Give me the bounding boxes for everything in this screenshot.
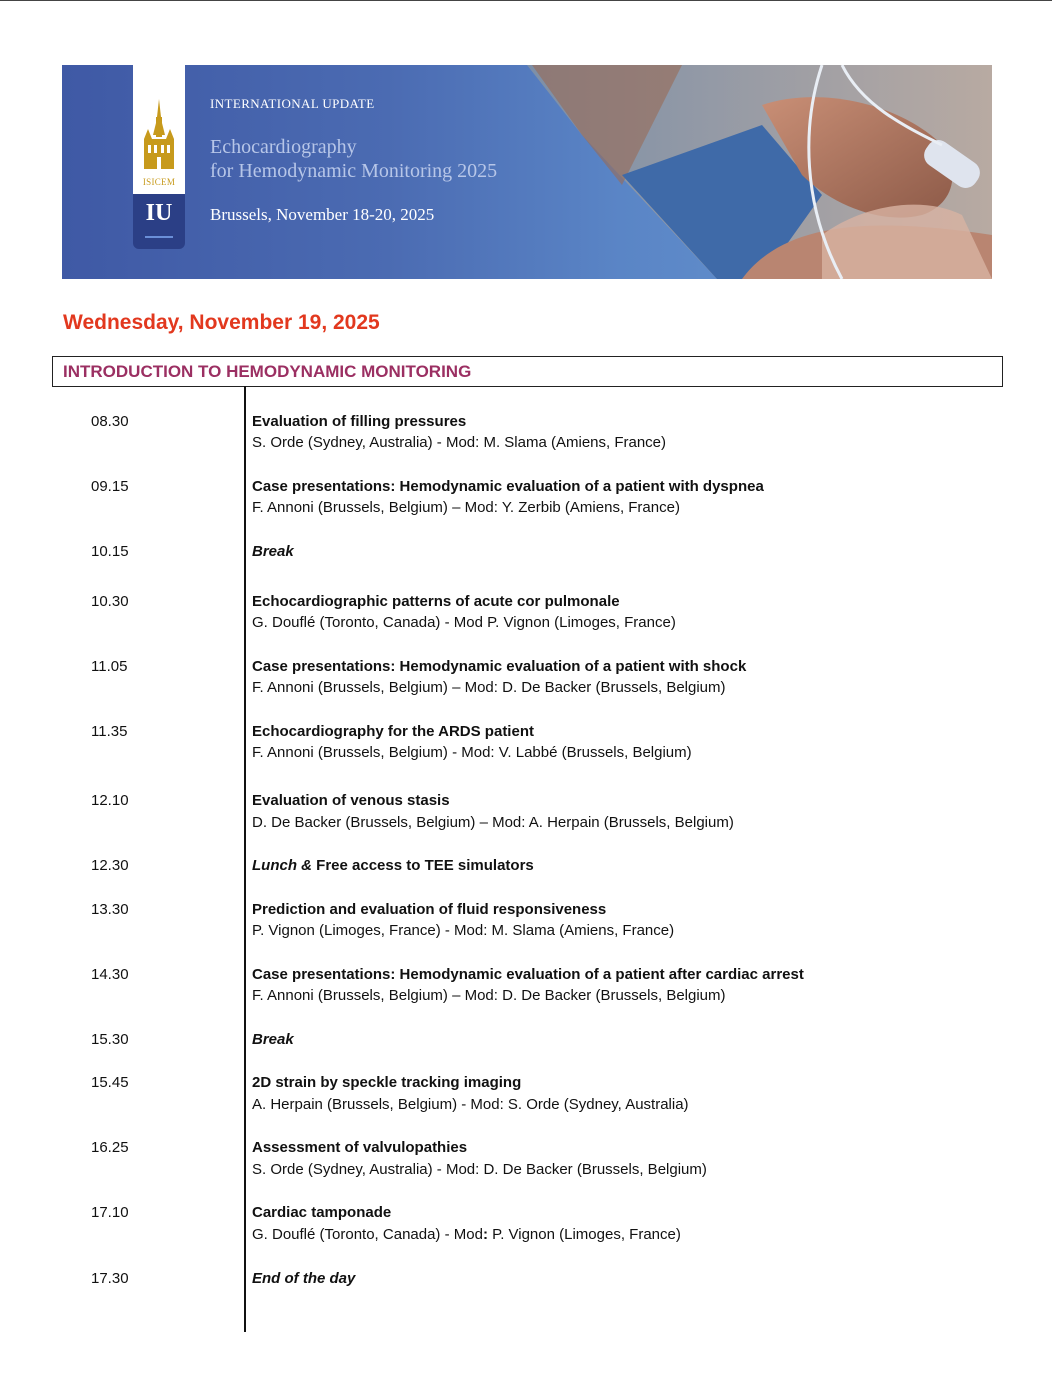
session-time: 11.05 <box>91 658 128 675</box>
isicem-logo <box>133 65 185 194</box>
break-label: Break <box>252 543 294 560</box>
end-of-day-label: End of the day <box>252 1270 356 1287</box>
session-time: 11.35 <box>91 723 128 740</box>
speakers-part-b: P. Vignon (Limoges, France) <box>487 1226 681 1243</box>
event-banner <box>62 65 992 279</box>
session-time: 12.10 <box>91 792 129 809</box>
session-title: Case presentations: Hemodynamic evaluation of a patient after cardiac arrest <box>252 966 804 983</box>
iu-logo <box>133 194 185 249</box>
session-speakers: P. Vignon (Limoges, France) - Mod: M. Slama (Amiens, France) <box>252 922 675 939</box>
session-time: 17.10 <box>91 1204 129 1221</box>
session-title: Evaluation of venous stasis <box>252 792 450 809</box>
banner-date: Brussels, November 18-20, 2025 <box>210 205 435 224</box>
session-title: Echocardiography for the ARDS patient <box>252 723 534 740</box>
session-time: 13.30 <box>91 901 129 918</box>
session-title: Case presentations: Hemodynamic evaluation of a patient with dyspnea <box>252 478 764 495</box>
session-speakers: F. Annoni (Brussels, Belgium) – Mod: D. De Backer (Brussels, Belgium) <box>252 679 726 696</box>
session-speakers: G. Douflé (Toronto, Canada) - Mod P. Vignon (Limoges, France) <box>252 614 676 631</box>
session-title: Echocardiographic patterns of acute cor pulmonale <box>252 593 620 610</box>
session-speakers <box>252 1226 681 1243</box>
timeline-divider <box>244 386 246 1332</box>
session-time: 10.30 <box>91 593 129 610</box>
session-title: Case presentations: Hemodynamic evaluation of a patient with shock <box>252 658 747 675</box>
logo-mark: IU <box>145 200 173 226</box>
session-time: 16.25 <box>91 1139 129 1156</box>
session-speakers: F. Annoni (Brussels, Belgium) - Mod: V. Labbé (Brussels, Belgium) <box>252 744 692 761</box>
banner-title-line1: Echocardiography <box>210 136 357 158</box>
cathedral-icon <box>140 99 178 173</box>
session-title: 2D strain by speckle tracking imaging <box>252 1074 522 1091</box>
session-speakers: F. Annoni (Brussels, Belgium) – Mod: D. De Backer (Brussels, Belgium) <box>252 987 726 1004</box>
banner-kicker: INTERNATIONAL UPDATE <box>210 96 375 111</box>
session-speakers: D. De Backer (Brussels, Belgium) – Mod: A. Herpain (Brussels, Belgium) <box>252 814 734 831</box>
speakers-part-a: G. Douflé (Toronto, Canada) - Mod <box>252 1226 483 1243</box>
banner-title <box>210 135 497 183</box>
session-time: 08.30 <box>91 413 129 430</box>
speakers-colon: : <box>482 1226 488 1243</box>
lunch-rest: Free access to TEE simulators <box>312 857 534 874</box>
session-speakers: S. Orde (Sydney, Australia) - Mod: D. De Backer (Brussels, Belgium) <box>252 1161 707 1178</box>
session-title: Cardiac tamponade <box>252 1204 392 1221</box>
lunch-italic: Lunch & <box>252 857 312 874</box>
ultrasound-photo <box>62 65 992 279</box>
session-time: 09.15 <box>91 478 129 495</box>
lunch-label <box>252 857 534 874</box>
session-title: Evaluation of filling pressures <box>252 413 467 430</box>
section-header <box>52 356 1003 387</box>
logo-org-label: ISICEM <box>142 177 176 187</box>
section-title: INTRODUCTION TO HEMODYNAMIC MONITORING <box>63 362 472 381</box>
session-speakers: S. Orde (Sydney, Australia) - Mod: M. Slama (Amiens, France) <box>252 434 667 451</box>
session-title: Assessment of valvulopathies <box>252 1139 468 1156</box>
break-label: Break <box>252 1031 294 1048</box>
session-speakers: F. Annoni (Brussels, Belgium) – Mod: Y. Zerbib (Amiens, France) <box>252 499 680 516</box>
top-rule <box>0 0 1052 1</box>
day-heading: Wednesday, November 19, 2025 <box>63 311 380 334</box>
session-time: 14.30 <box>91 966 129 983</box>
session-time: 17.30 <box>91 1270 129 1287</box>
session-time: 15.30 <box>91 1031 129 1048</box>
session-speakers: A. Herpain (Brussels, Belgium) - Mod: S. Orde (Sydney, Australia) <box>252 1096 689 1113</box>
session-title: Prediction and evaluation of fluid responsiveness <box>252 901 607 918</box>
banner-title-line2: for Hemodynamic Monitoring 2025 <box>210 160 498 182</box>
session-time: 12.30 <box>91 857 129 874</box>
logo-underline <box>145 236 173 238</box>
session-time: 15.45 <box>91 1074 129 1091</box>
session-time: 10.15 <box>91 543 129 560</box>
